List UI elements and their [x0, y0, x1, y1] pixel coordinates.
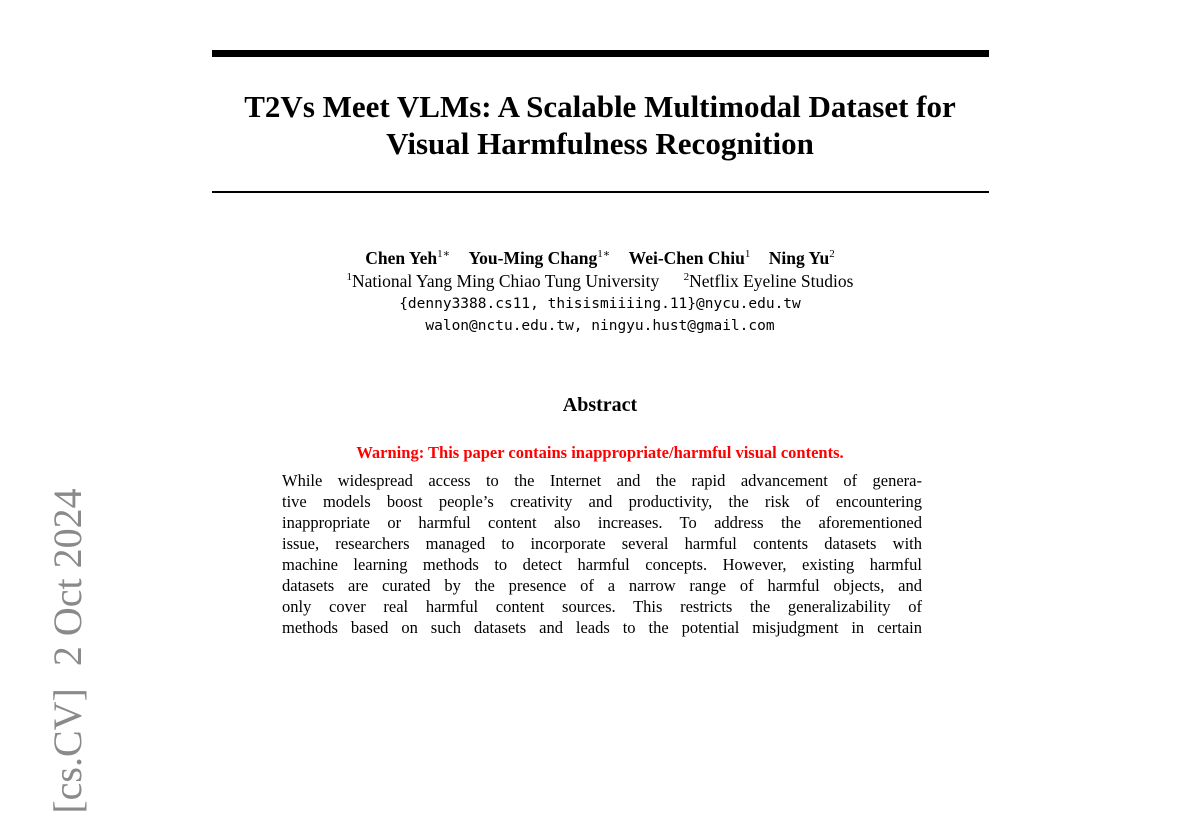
arxiv-stamp — [46, 466, 90, 813]
paper-title — [180, 88, 1020, 162]
author-name: You-Ming Chang — [468, 248, 598, 268]
affiliation-mark: 2 — [683, 271, 690, 283]
author-4 — [769, 247, 835, 269]
arxiv-category: [cs.CV] — [45, 688, 90, 814]
abstract-line: issue, researchers managed to incorporate several harmful contents datasets with — [282, 534, 922, 553]
affiliation-name: National Yang Ming Chiao Tung University — [352, 271, 660, 291]
author-1 — [365, 247, 450, 269]
abstract-heading: Abstract — [562, 394, 638, 416]
author-list — [200, 247, 1000, 269]
title-line-2: Visual Harmfulness Recognition — [386, 126, 814, 161]
author-name: Ning Yu — [768, 248, 830, 268]
affiliation-list — [200, 270, 1000, 292]
title-line-1: T2Vs Meet VLMs: A Scalable Multimodal Dataset for — [244, 89, 956, 124]
author-mark: 1 — [744, 248, 751, 260]
abstract-line: datasets are curated by the presence of a narrow range of harmful objects, and — [282, 576, 922, 595]
arxiv-date: 2 Oct 2024 — [45, 488, 90, 667]
abstract-line: tive models boost people’s creativity and productivity, the risk of encountering — [282, 492, 922, 511]
email-line-1: {denny3388.cs11, thisismiiiing.11}@nycu.edu.tw — [399, 296, 801, 312]
author-2 — [468, 247, 610, 269]
title-top-rule — [212, 50, 989, 57]
affiliation-name: Netflix Eyeline Studios — [689, 271, 854, 291]
affiliation-mark: 1 — [346, 271, 353, 283]
author-mark: 2 — [829, 248, 835, 260]
affiliation-1 — [347, 270, 660, 292]
author-3 — [629, 247, 751, 269]
author-mark: 1∗ — [437, 248, 451, 260]
author-name: Wei-Chen Chiu — [628, 248, 745, 268]
author-mark: 1∗ — [597, 248, 611, 260]
abstract-line: methods based on such datasets and leads to the potential misjudgment in certain — [282, 618, 922, 637]
abstract-line: inappropriate or harmful content also increases. To address the aforementioned — [282, 513, 922, 532]
abstract-body — [282, 470, 922, 638]
email-line-2: walon@nctu.edu.tw, ningyu.hust@gmail.com — [425, 318, 775, 334]
content-warning: Warning: This paper contains inappropriate/harmful visual contents. — [356, 443, 844, 462]
abstract-line: While widespread access to the Internet and the rapid advancement of genera- — [282, 471, 922, 490]
abstract-line: only cover real harmful content sources. This restricts the generalizability of — [282, 597, 922, 616]
affiliation-2 — [684, 270, 854, 292]
abstract-line: machine learning methods to detect harmful concepts. However, existing harmful — [282, 555, 922, 574]
author-name: Chen Yeh — [365, 248, 438, 268]
title-bottom-rule — [212, 191, 989, 193]
